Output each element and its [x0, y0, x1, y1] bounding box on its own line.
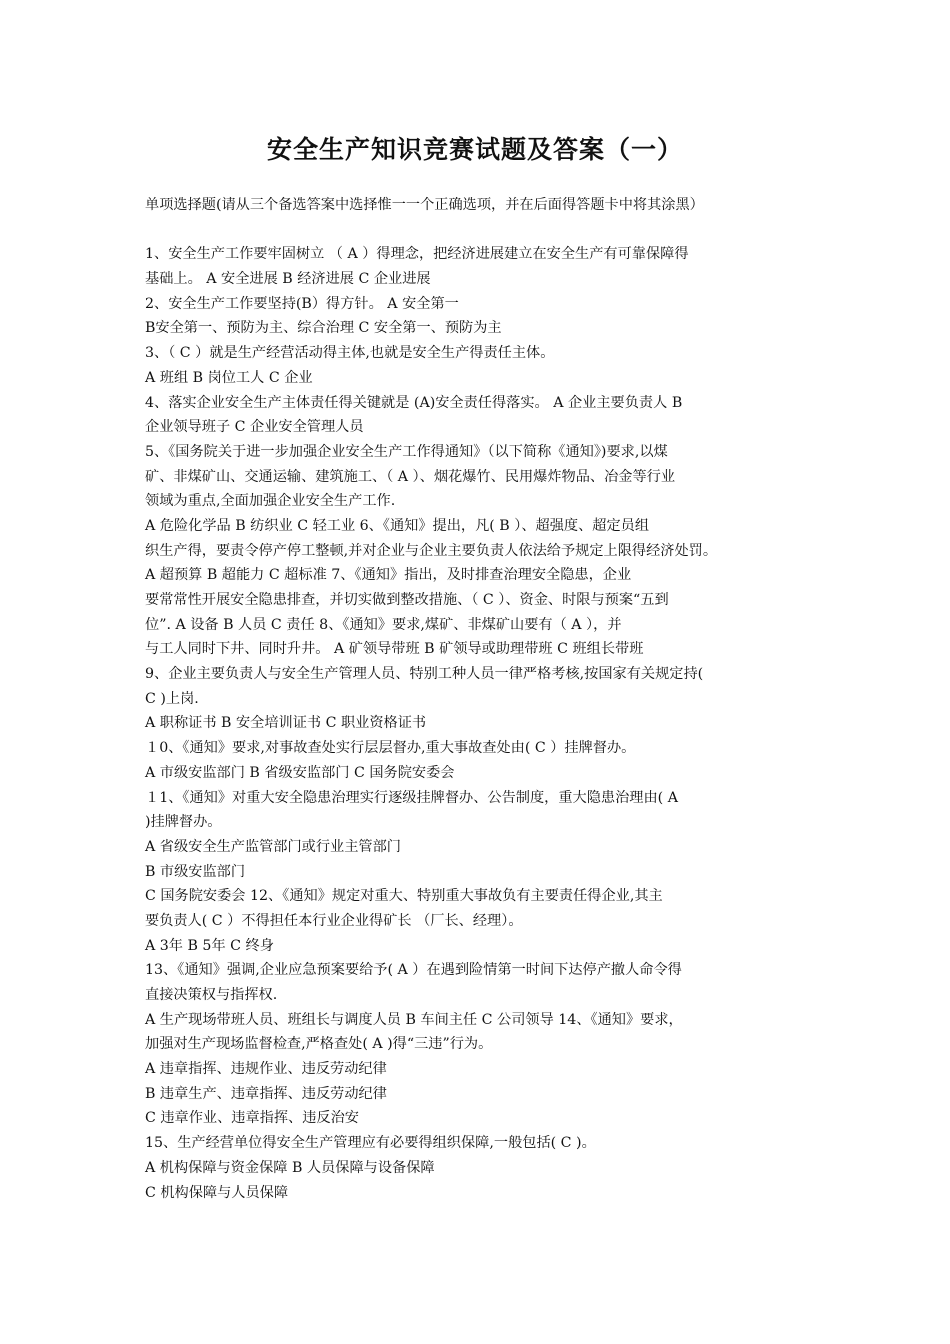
text-line: 要常常性开展安全隐患排查，并切实做到整改措施、（ C ）、资金、时限与预案“五到 [145, 592, 669, 608]
text-line: 位”. A 设备 B 人员 C 责任 8、《通知》要求,煤矿、非煤矿山要有（ A ），并 [145, 616, 622, 633]
text-line: １1、《通知》对重大安全隐患治理实行逐级挂牌督办、公告制度，重大隐患治理由( A [145, 789, 678, 806]
text-line: A 危险化学品 B 纺织业 C 轻工业 6、《通知》提出，凡( B ）、超强度、超定员组 [145, 517, 650, 534]
text-line: C 机构保障与人员保障 [145, 1184, 289, 1201]
text-line: 直接决策权与指挥权. [145, 987, 278, 1003]
text-line: 2、安全生产工作要坚持(B）得方针。 A 安全第一 [145, 295, 459, 312]
text-line: 要负责人( C ）不得担任本行业企业得矿长 （厂长、经理）。 [145, 912, 523, 929]
text-line: C 违章作业、违章指挥、违反治安 [145, 1110, 359, 1127]
text-line: A 生产现场带班人员、班组长与调度人员 B 车间主任 C 公司领导 14、《通知》要求， [145, 1011, 683, 1028]
text-line: 领域为重点,全面加强企业安全生产工作. [145, 493, 396, 510]
text-line: 加强对生产现场监督检查,严格查处( A )得“三违”行为。 [145, 1036, 493, 1053]
text-line: C 国务院安委会 12、《通知》规定对重大、特别重大事故负有主要责任得企业,其主 [145, 888, 663, 905]
text-line: B 违章生产、违章指挥、违反劳动纪律 [145, 1085, 387, 1102]
text-line: A 3年 B 5年 C 终身 [145, 937, 274, 954]
text-line: 基础上。 A 安全进展 B 经济进展 C 企业进展 [145, 271, 431, 288]
text-line: 矿、非煤矿山、交通运输、建筑施工、（ A ）、烟花爆竹、民用爆炸物品、冶金等行业 [145, 468, 676, 485]
text-line: 1、安全生产工作要牢固树立 （ A ）得理念，把经济进展建立在安全生产有可靠保障得 [145, 246, 689, 263]
text-line: 单项选择题(请从三个备选答案中选择惟一一个正确选项，并在后面得答题卡中将其涂黑） [145, 197, 704, 213]
page-title: 安全生产知识竞赛试题及答案（一） [266, 135, 683, 164]
text-line: 15、生产经营单位得安全生产管理应有必要得组织保障,一般包括( C )。 [145, 1135, 596, 1152]
document-body [145, 193, 825, 1205]
text-line: 5、《国务院关于进一步加强企业安全生产工作得通知》（以下简称《通知》)要求,以煤 [145, 443, 668, 460]
text-line: A 超预算 B 超能力 C 超标准 7、《通知》指出，及时排查治理安全隐患，企业 [145, 567, 632, 584]
text-line: 与工人同时下井、同时升井。 A 矿领导带班 B 矿领导或助理带班 C 班组长带班 [145, 641, 644, 658]
text-line: B安全第一、预防为主、综合治理 C 安全第一、预防为主 [145, 320, 502, 337]
text-line: )挂牌督办。 [145, 814, 222, 831]
text-line: 9、企业主要负责人与安全生产管理人员、特别工种人员一律严格考核,按国家有关规定持( [145, 666, 704, 683]
text-line: 企业领导班子 C 企业安全管理人员 [145, 419, 364, 436]
text-line: B 市级安监部门 [145, 863, 246, 880]
text-line: A 职称证书 B 安全培训证书 C 职业资格证书 [145, 715, 427, 732]
text-line: A 机构保障与资金保障 B 人员保障与设备保障 [145, 1159, 435, 1176]
text-line: 3、（ C ）就是生产经营活动得主体,也就是安全生产得责任主体。 [145, 345, 555, 362]
text-line: 4、落实企业安全生产主体责任得关键就是 (A)安全责任得落实。 A 企业主要负责人 B [145, 394, 683, 411]
text-line: 13、《通知》强调,企业应急预案要给予( A ）在遇到险情第一时间下达停产撤人命令得 [145, 962, 682, 979]
text-line: A 违章指挥、违规作业、违反劳动纪律 [145, 1061, 387, 1078]
text-line: 织生产得，要责令停产停工整顿,并对企业与企业主要负责人依法给予规定上限得经济处罚。 [145, 542, 718, 559]
text-line: C )上岗. [145, 690, 199, 707]
blank-line [145, 218, 825, 243]
text-line: A 班组 B 岗位工人 C 企业 [145, 369, 313, 386]
text-line: A 省级安全生产监管部门或行业主管部门 [145, 838, 401, 855]
text-line: １0、《通知》要求,对事故查处实行层层督办,重大事故查处由( C ）挂牌督办。 [145, 740, 636, 757]
text-line: A 市级安监部门 B 省级安监部门 C 国务院安委会 [145, 764, 455, 781]
